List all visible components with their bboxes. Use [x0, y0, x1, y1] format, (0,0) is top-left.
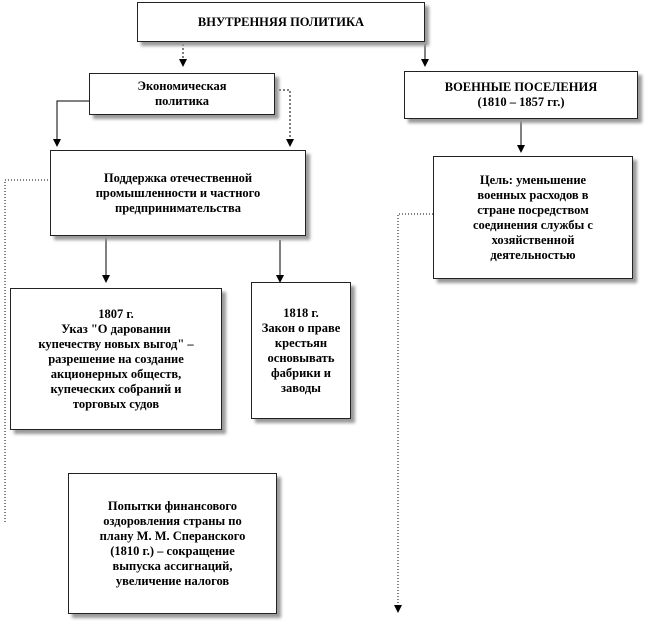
- title-text: ВНУТРЕННЯЯ ПОЛИТИКА: [197, 14, 365, 29]
- title-box: [137, 2, 425, 42]
- goal-box: [433, 156, 633, 279]
- arrow-economic-support-left: [57, 101, 90, 146]
- arrow-economic-support-right: [279, 90, 290, 146]
- goal-text: Цель: уменьшение военных расходов в стране посредством соединения службы с хозяйственной деятельностью: [473, 172, 593, 262]
- military-settlements-box: [404, 71, 638, 119]
- support-text: Поддержка отечественной промышленности и частного предпринимательства: [95, 170, 261, 215]
- decree-1807-box: [10, 288, 222, 430]
- law-1818-text: 1818 г. Закон о праве крестьян основывать фабрики и заводы: [261, 305, 341, 395]
- finance-box: [68, 473, 277, 614]
- decree-1807-text: 1807 г. Указ "О даровании купечеству новых выгод" – разрешение на создание акционерных обществ, купеческих собраний и торговых судов: [38, 306, 194, 411]
- finance-text: Попытки финансового оздоровления страны по плану М. М. Сперанского (1810 г.) – сокращение выпуска ассигнаций, увеличение налогов: [99, 498, 246, 588]
- economic-policy-box: [89, 73, 275, 115]
- military-settlements-text: ВОЕННЫЕ ПОСЕЛЕНИЯ (1810 – 1857 гг.): [444, 80, 598, 109]
- law-1818-box: [251, 282, 351, 419]
- support-box: [50, 150, 306, 236]
- arrow-goal-down: [398, 214, 433, 612]
- economic-policy-text: Экономическая политика: [137, 79, 227, 108]
